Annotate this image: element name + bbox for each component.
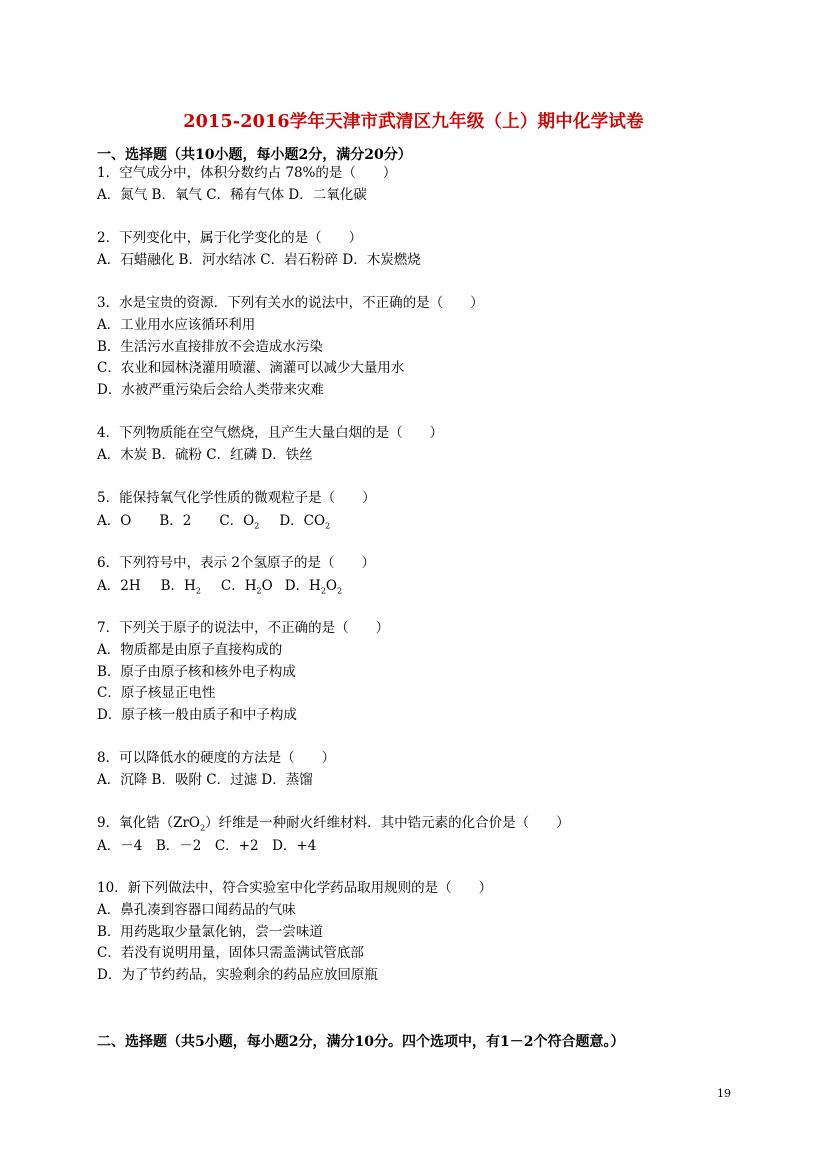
question-9-stem: 9．氧化锆（ZrO$_2$）纤维是一种耐火纤维材料．其中锆元素的化合价是（ ） bbox=[97, 815, 570, 833]
question-6-options bbox=[97, 576, 342, 602]
q5-option-d: D．$CO_2$ bbox=[279, 513, 331, 531]
q6-option-d: D．$H_2O_2$ bbox=[284, 578, 343, 596]
question-10-option-a: A．鼻孔凑到容器口闻药品的气味 bbox=[97, 902, 296, 918]
question-2-options: A．石蜡融化 B．河水结冰 C．岩石粉碎 D．木炭燃烧 bbox=[97, 252, 421, 268]
question-8-stem: 8．可以降低水的硬度的方法是（ ） bbox=[97, 750, 336, 766]
question-10-option-c: C．若没有说明用量，固体只需盖满试管底部 bbox=[97, 945, 364, 961]
question-5-options bbox=[97, 511, 330, 537]
question-10-option-d: D．为了节约药品，实验剩余的药品应放回原瓶 bbox=[97, 967, 378, 983]
question-7-option-d: D．原子核一般由质子和中子构成 bbox=[97, 707, 297, 723]
question-7-option-b: B．原子由原子核和核外电子构成 bbox=[97, 664, 296, 680]
q5-option-b: B．2 bbox=[159, 513, 192, 529]
question-6-stem: 6．下列符号中，表示 2个氢原子的是（ ） bbox=[97, 555, 375, 571]
question-10-option-b: B．用药匙取少量氯化钠，尝一尝味道 bbox=[97, 924, 323, 940]
question-3-option-b: B．生活污水直接排放不会造成水污染 bbox=[97, 339, 323, 355]
question-8-options: A．沉降 B．吸附 C．过滤 D．蒸馏 bbox=[97, 772, 313, 788]
q6-option-a: A．2H bbox=[97, 578, 141, 594]
question-3-option-c: C．农业和园林浇灌用喷灌、滴灌可以减少大量用水 bbox=[97, 360, 405, 376]
q5-option-c: C．$O_2$ bbox=[219, 513, 260, 531]
question-3-option-a: A．工业用水应该循环利用 bbox=[97, 317, 256, 333]
section-2-heading: 二、选择题（共5小题，每小题2分，满分10分。四个选项中，有1－2个符合题意。） bbox=[97, 1034, 625, 1050]
question-4-stem: 4．下列物质能在空气燃烧，且产生大量白烟的是（ ） bbox=[97, 425, 444, 441]
page-number: 19 bbox=[717, 1087, 731, 1100]
q5-option-a: A．O bbox=[97, 513, 132, 529]
question-1-options: A．氮气 B．氧气 C．稀有气体 D．二氧化碳 bbox=[97, 187, 367, 203]
question-7-stem: 7．下列关于原子的说法中，不正确的是（ ） bbox=[97, 620, 390, 636]
q6-option-c: C．$H_2O$ bbox=[220, 578, 273, 596]
question-9-options: A．－4 B．－2 C．+2 D．+4 bbox=[97, 838, 317, 854]
question-7-option-a: A．物质都是由原子直接构成的 bbox=[97, 642, 283, 658]
question-10-stem: 10．新下列做法中，符合实验室中化学药品取用规则的是（ ） bbox=[97, 880, 493, 896]
question-3-stem: 3．水是宝贵的资源．下列有关水的说法中，不正确的是（ ） bbox=[97, 295, 484, 311]
question-3-option-d: D．水被严重污染后会给人类带来灾难 bbox=[97, 382, 324, 398]
question-7-option-c: C．原子核显正电性 bbox=[97, 685, 216, 701]
question-5-stem: 5．能保持氧气化学性质的微观粒子是（ ） bbox=[97, 490, 376, 506]
exam-title: 2015-2016学年天津市武清区九年级（上）期中化学试卷 bbox=[183, 112, 644, 132]
section-1-heading: 一、选择题（共10小题，每小题2分，满分20分） bbox=[97, 147, 412, 163]
question-2-stem: 2．下列变化中，属于化学变化的是（ ） bbox=[97, 230, 363, 246]
q6-option-b: B．$H_2$ bbox=[160, 578, 201, 596]
question-4-options: A．木炭 B．硫粉 C．红磷 D．铁丝 bbox=[97, 447, 313, 463]
question-1-stem: 1．空气成分中，体积分数约占 78%的是（ ） bbox=[97, 165, 397, 181]
